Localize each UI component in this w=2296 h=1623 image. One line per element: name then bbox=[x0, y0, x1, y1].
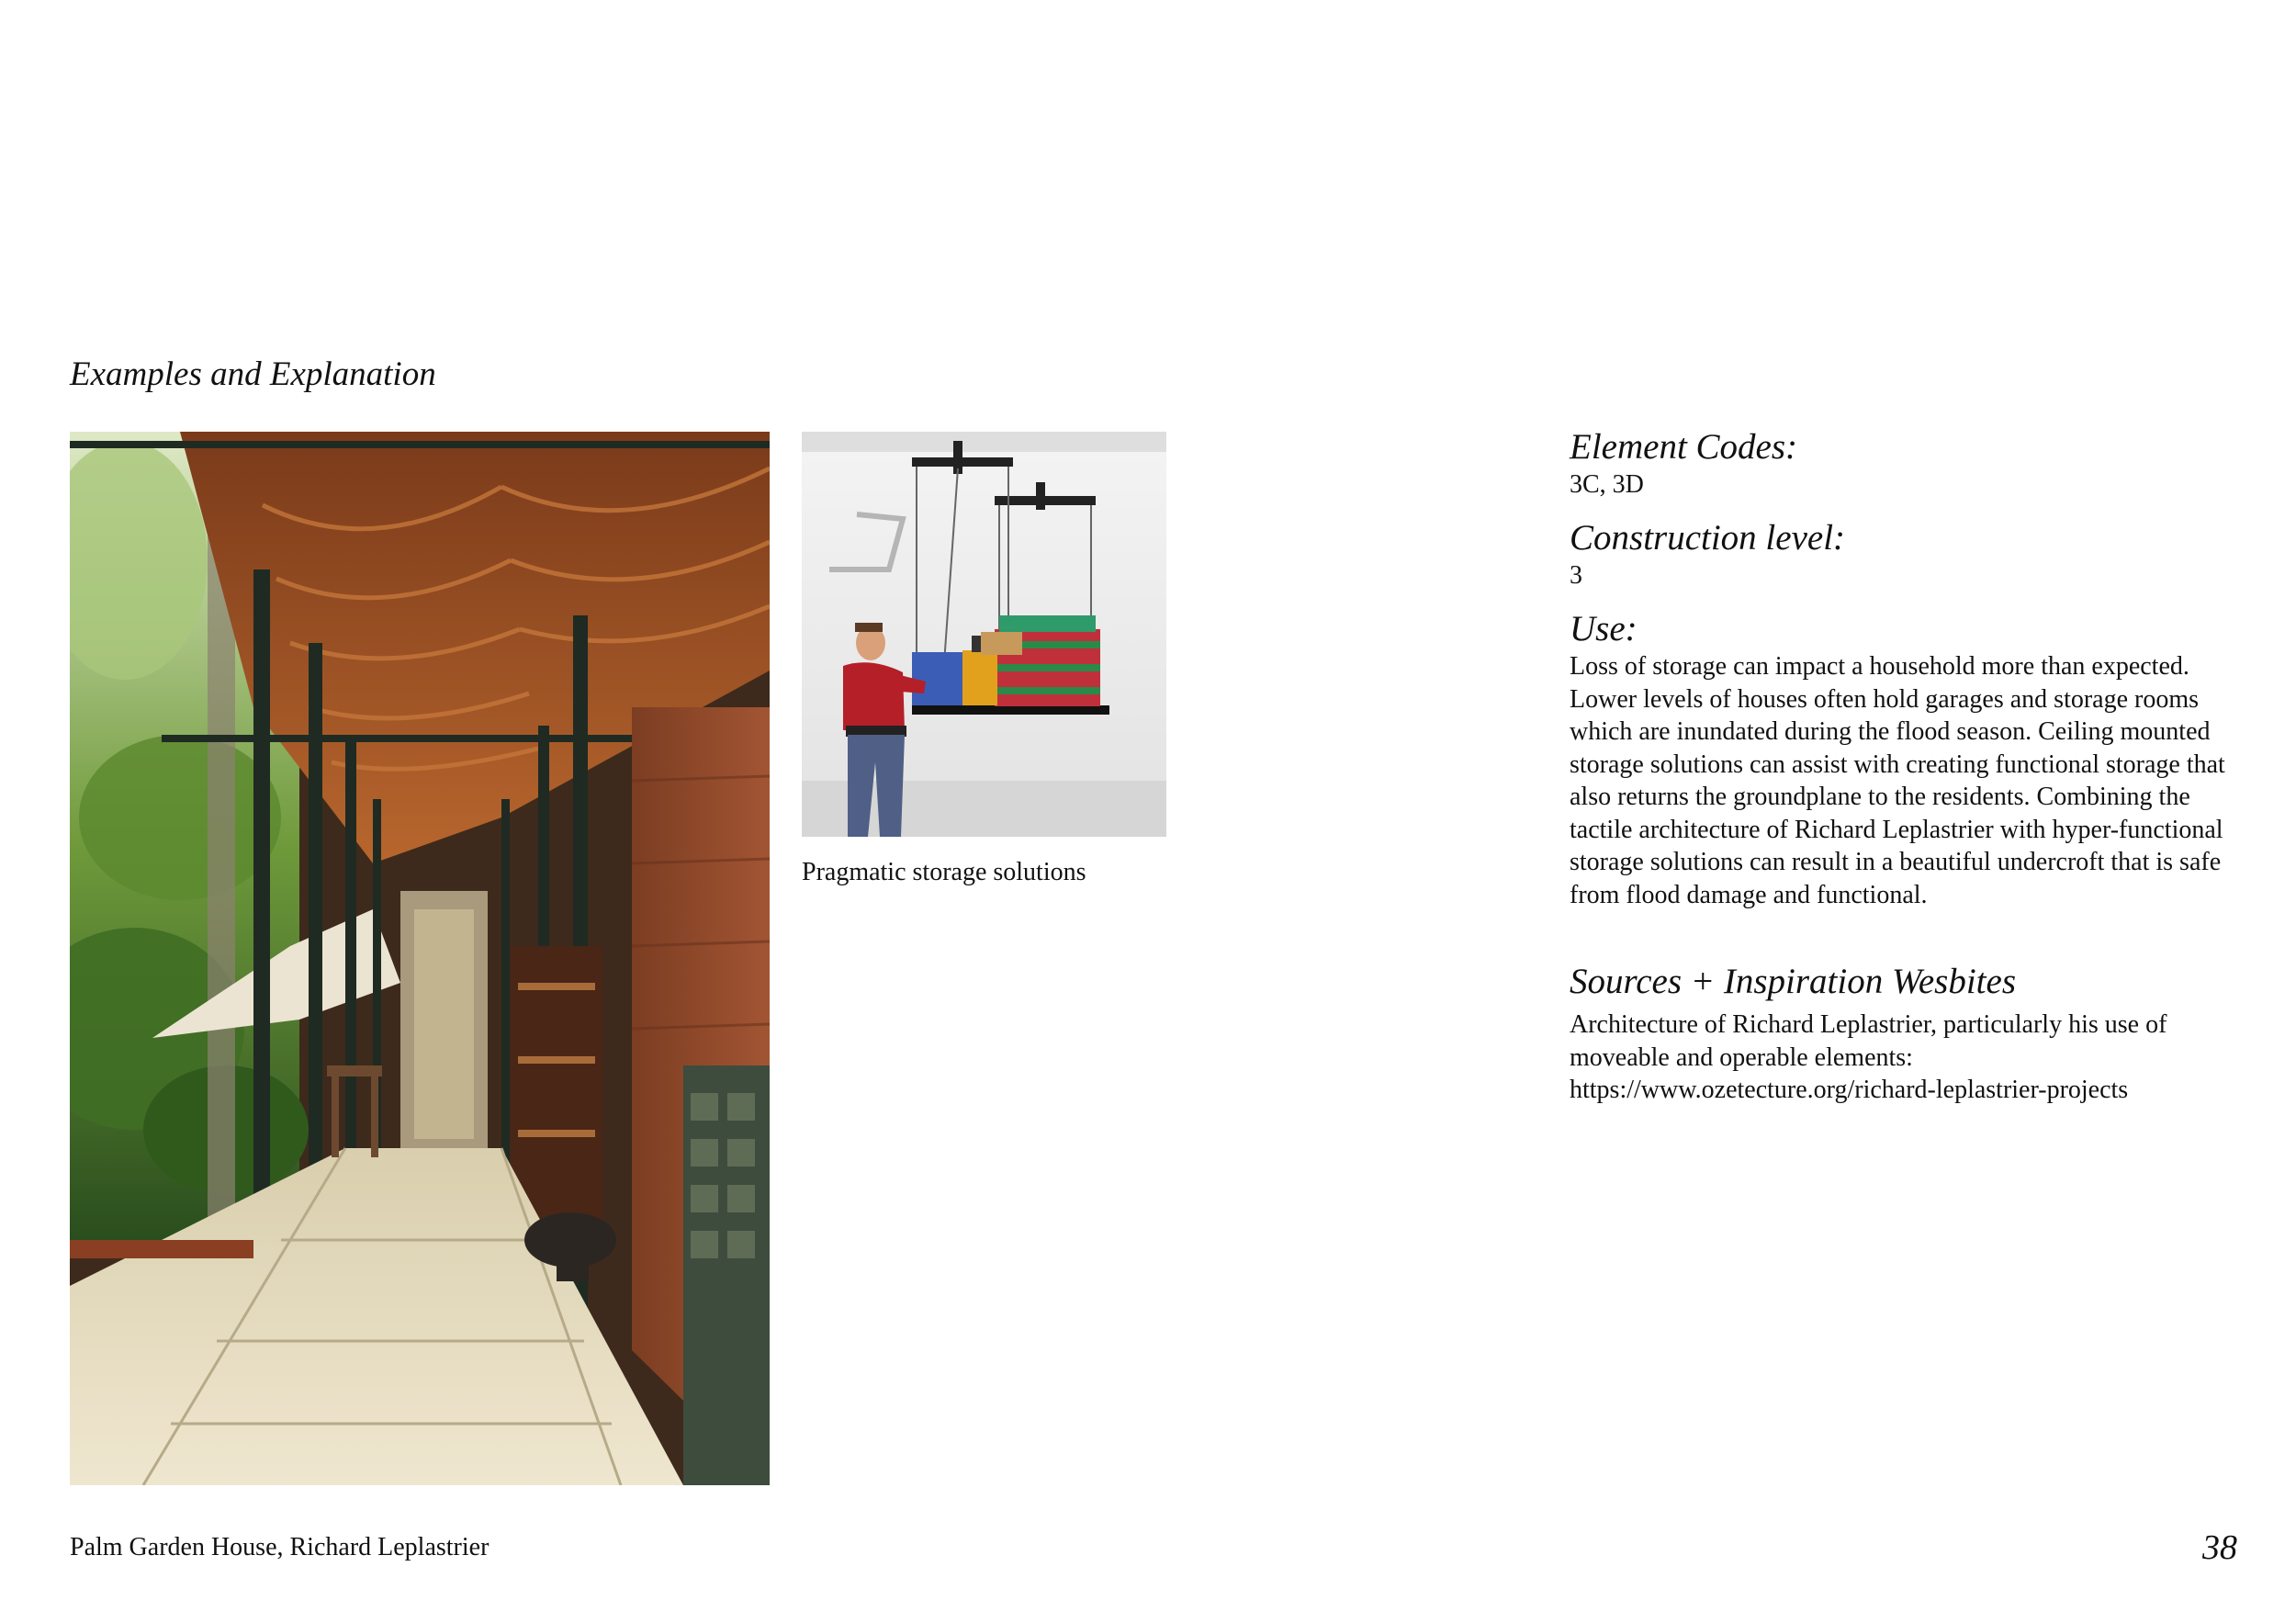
construction-level-value: 3 bbox=[1570, 561, 1582, 590]
ceiling-storage-photo bbox=[802, 432, 1166, 837]
page-number: 38 bbox=[2202, 1528, 2237, 1567]
main-image-caption: Palm Garden House, Richard Leplastrier bbox=[70, 1533, 490, 1561]
section-title: Examples and Explanation bbox=[70, 355, 436, 393]
sources-text: Architecture of Richard Leplastrier, particularly his use of moveable and operable elements: bbox=[1570, 1010, 2167, 1072]
sources-heading: Sources + Inspiration Wesbites bbox=[1570, 962, 2016, 1001]
use-block bbox=[1570, 608, 2249, 911]
sources-link[interactable]: https://www.ozetecture.org/richard-leplastrier-projects bbox=[1570, 1076, 2129, 1104]
element-codes-block bbox=[1570, 426, 2249, 501]
element-codes-value: 3C, 3D bbox=[1570, 470, 1644, 499]
construction-level-block bbox=[1570, 517, 2249, 592]
use-heading: Use: bbox=[1570, 609, 1638, 648]
sources-block bbox=[1570, 961, 2249, 1107]
walkway-photo bbox=[70, 432, 770, 1485]
info-column bbox=[1570, 426, 2249, 1107]
secondary-image-caption: Pragmatic storage solutions bbox=[802, 858, 1086, 886]
element-codes-heading: Element Codes: bbox=[1570, 427, 1798, 467]
construction-level-heading: Construction level: bbox=[1570, 518, 1846, 558]
use-text: Loss of storage can impact a household more than expected. Lower levels of houses often hold garages and storage rooms which are inundated during the flood season. Ceiling mounted storage solutions can assist with creating functional storage that also returns the groundplane to the residents. Combining the tactile architecture of Richard Leplastrier with hyper-functional storage solutions can result in a beautiful undercroft that is safe from flood damage and functional. bbox=[1570, 652, 2225, 909]
